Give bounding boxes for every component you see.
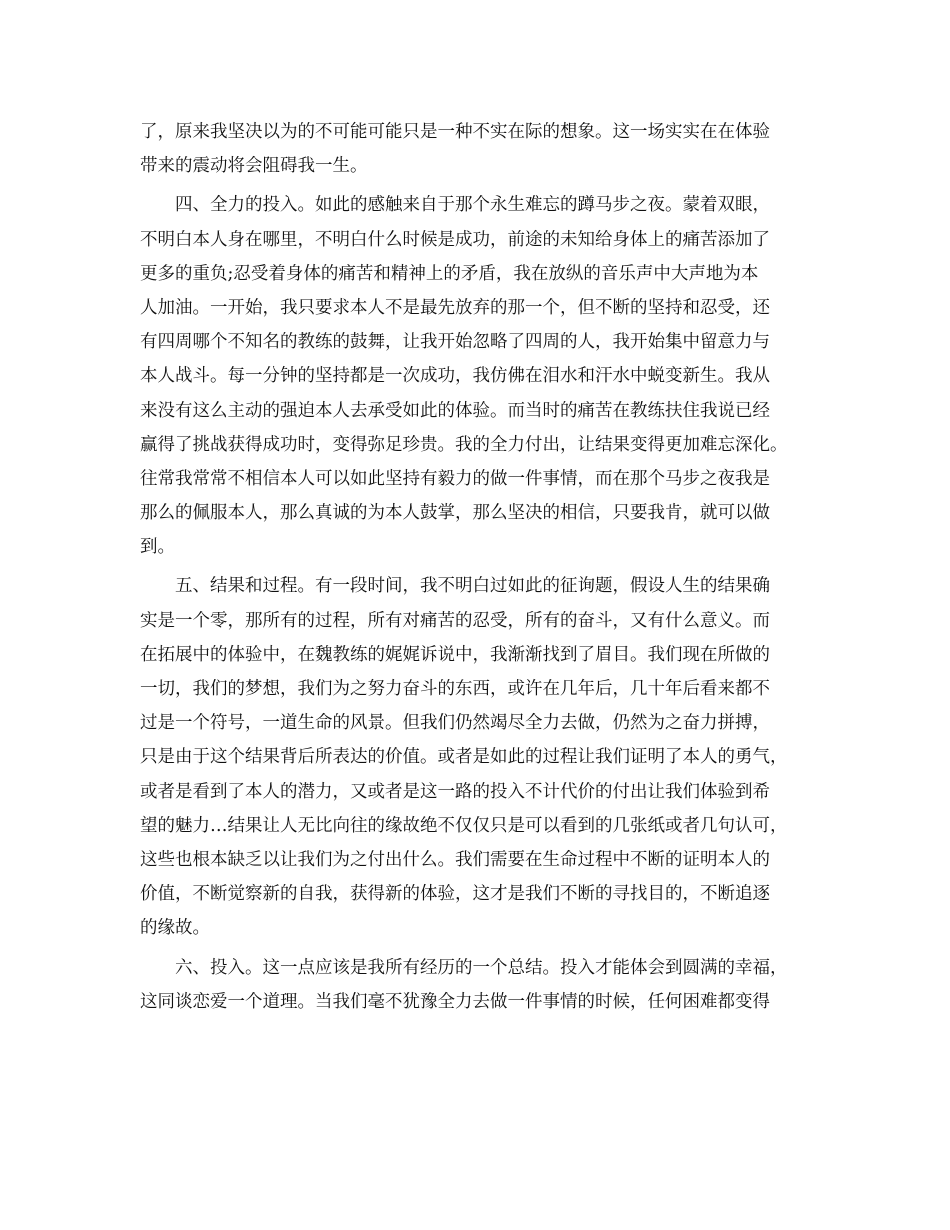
- text-line: 人加油。一开始，我只要求本人不是最先放弃的那一个，但不断的坚持和忍受，还: [140, 297, 770, 318]
- text-line: 一切，我们的梦想，我们为之努力奋斗的东西，或许在几年后，几十年后看来都不: [140, 679, 770, 699]
- text-line: 更多的重负;忍受着身体的痛苦和精神上的矛盾，我在放纵的音乐声中大声地为本: [140, 263, 759, 284]
- document-body: [140, 115, 810, 1019]
- text-line: 有四周哪个不知名的教练的鼓舞，让我开始忽略了四周的人，我开始集中留意力与: [140, 332, 770, 353]
- paragraph: [140, 951, 810, 1019]
- text-line: 或者是看到了本人的潜力，又或者是这一路的投入不计代价的付出让我们体验到希: [140, 781, 770, 802]
- text-line: 只是由于这个结果背后所表达的价值。或者是如此的过程让我们证明了本人的勇气，: [140, 747, 788, 768]
- text-line: 这些也根本缺乏以让我们为之付出什么。我们需要在生命过程中不断的证明本人的: [140, 849, 770, 870]
- text-line: 带来的震动将会阻碍我一生。: [140, 156, 368, 177]
- text-line: 过是一个符号，一道生命的风景。但我们仍然竭尽全力去做，仍然为之奋力拼搏，: [140, 713, 770, 734]
- paragraph: [140, 115, 810, 183]
- text-line: 不明白本人身在哪里，不明白什么时候是成功，前途的未知给身体上的痛苦添加了: [140, 229, 770, 250]
- text-line: 在拓展中的体验中，在魏教练的娓娓诉说中，我渐渐找到了眉目。我们现在所做的: [140, 644, 770, 665]
- text-line: 六、投入。这一点应该是我所有经历的一个总结。投入才能体会到圆满的幸福，: [140, 957, 788, 978]
- text-line: 望的魅力…结果让人无比向往的缘故绝不仅仅只是可以看到的几张纸或者几句认可，: [140, 815, 788, 836]
- text-line: 了，原来我坚决以为的不可能可能只是一种不实在际的想象。这一场实实在在体验: [140, 122, 770, 142]
- text-line: 实是一个零，那所有的过程，所有对痛苦的忍受，所有的奋斗，又有什么意义。而: [140, 610, 770, 631]
- text-line: 到。: [140, 537, 175, 558]
- text-line: 四、全力的投入。如此的感触来自于那个永生难忘的蹲马步之夜。蒙着双眼，: [140, 195, 770, 216]
- text-line: 的缘故。: [140, 918, 210, 939]
- text-line: 这同谈恋爱一个道理。当我们毫不犹豫全力去做一件事情的时候，任何困难都变得: [140, 991, 770, 1012]
- paragraph: [140, 569, 810, 945]
- text-line: 来没有这么主动的强迫本人去承受如此的体验。而当时的痛苦在教练扶住我说已经: [140, 400, 770, 421]
- text-line: 那么的佩服本人，那么真诚的为本人鼓掌，那么坚决的相信，只要我肯，就可以做: [140, 503, 770, 524]
- text-line: 五、结果和过程。有一段时间，我不明白过如此的征询题，假设人生的结果确: [140, 576, 770, 597]
- text-line: 价值，不断觉察新的自我，获得新的体验，这才是我们不断的寻找目的，不断追逐: [140, 884, 770, 905]
- paragraph: [140, 188, 810, 564]
- text-line: 往常我常常不相信本人可以如此坚持有毅力的做一件事情，而在那个马步之夜我是: [140, 468, 770, 489]
- text-line: 本人战斗。每一分钟的坚持都是一次成功，我仿佛在泪水和汗水中蜕变新生。我从: [140, 366, 770, 387]
- text-line: 赢得了挑战获得成功时，变得弥足珍贵。我的全力付出，让结果变得更加难忘深化。: [140, 434, 788, 455]
